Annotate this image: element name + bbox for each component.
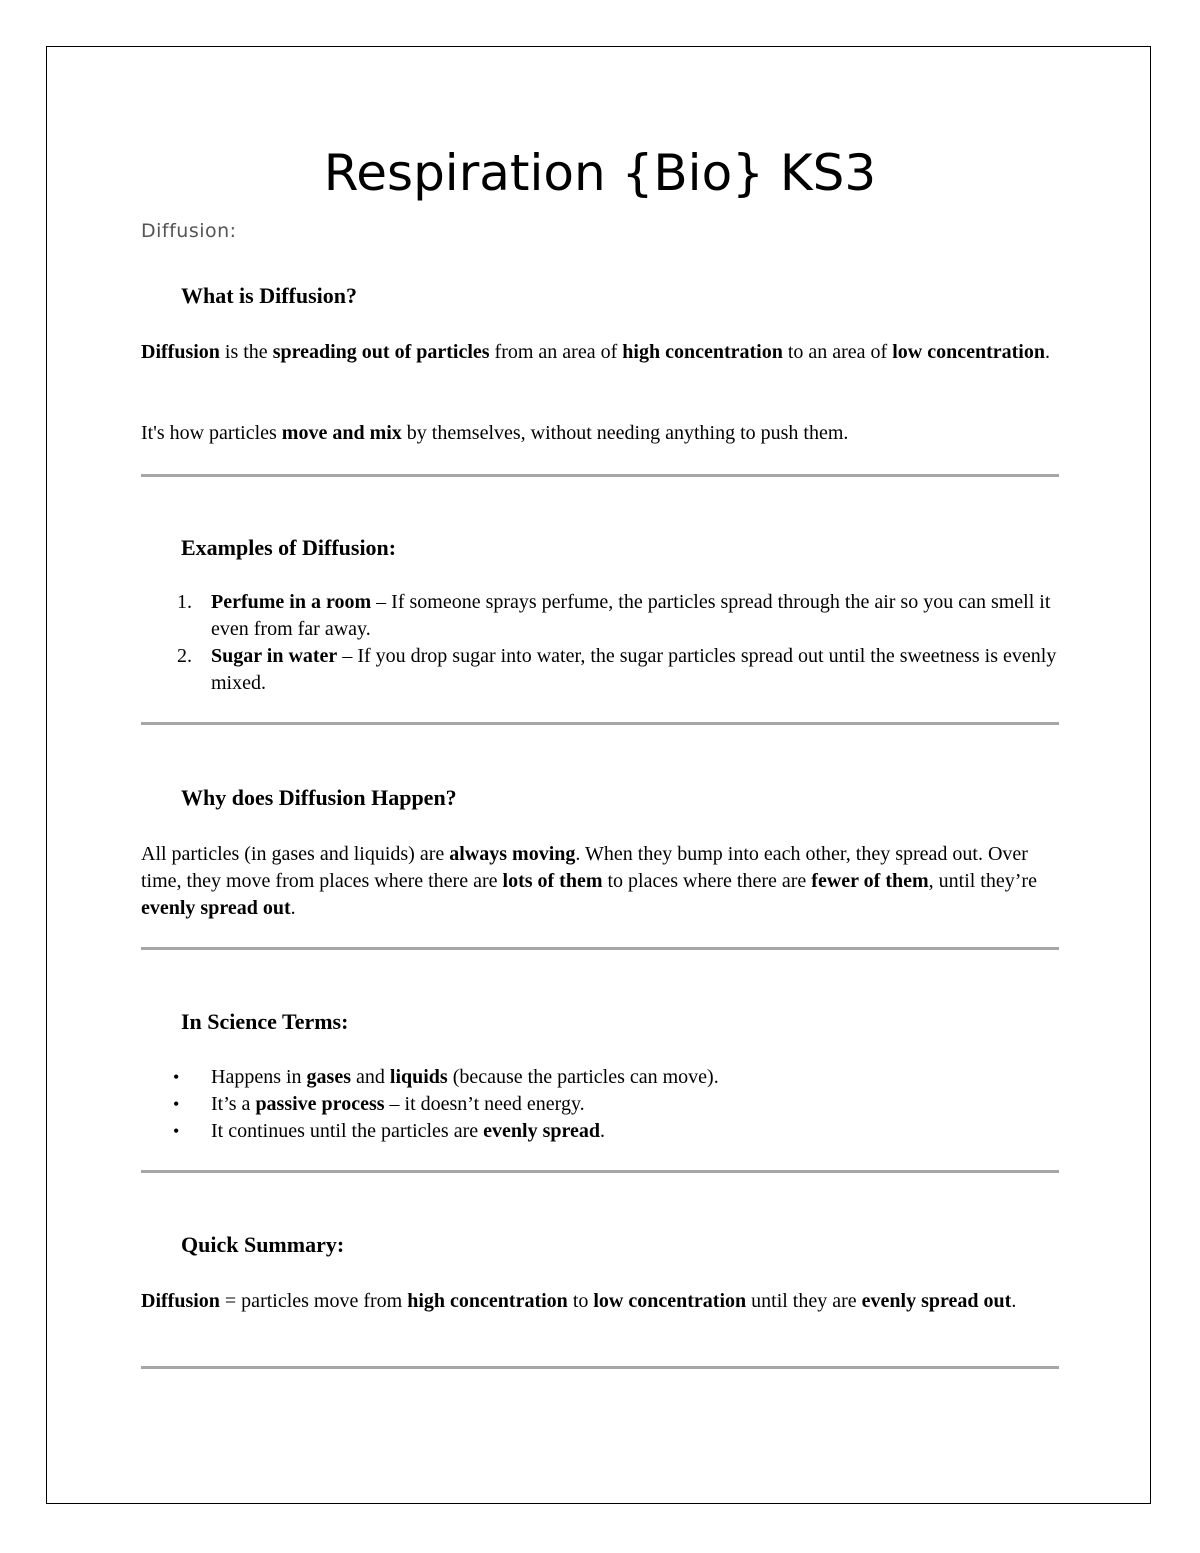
bullet-icon: • (173, 1121, 180, 1141)
section-divider (141, 1170, 1059, 1173)
section-divider (141, 722, 1059, 725)
list-item: • It’s a passive process – it doesn’t need energy. (141, 1091, 1059, 1118)
list-item: 2. Sugar in water – If you drop sugar into water, the sugar particles spread out until the sweetness is evenly mixed. (177, 645, 1057, 694)
section-heading-why: Why does Diffusion Happen? (181, 785, 457, 810)
section-heading-summary: Quick Summary: (181, 1232, 345, 1257)
list-item: • It continues until the particles are evenly spread. (141, 1118, 1059, 1145)
bullet-icon: • (173, 1094, 180, 1114)
bullet-icon: • (173, 1067, 180, 1087)
section-heading-what-is-diffusion: What is Diffusion? (181, 283, 358, 308)
examples-list (141, 589, 1059, 697)
explanation-paragraph: It's how particles move and mix by themselves, without needing anything to push them. (141, 422, 849, 444)
science-terms-list (141, 1064, 1059, 1145)
section-heading-science-terms: In Science Terms: (181, 1009, 349, 1034)
document-body (141, 0, 1061, 1553)
list-item: 1. Perfume in a room – If someone sprays perfume, the particles spread through the air so you can smell it even from far away. (177, 591, 1051, 640)
section-divider (141, 474, 1059, 477)
list-item: • Happens in gases and liquids (because the particles can move). (141, 1064, 1059, 1091)
section-divider (141, 1366, 1059, 1369)
summary-paragraph: Diffusion = particles move from high concentration to low concentration until they are evenly spread out. (141, 1290, 1017, 1312)
section-divider (141, 947, 1059, 950)
section-heading-examples: Examples of Diffusion: (181, 535, 397, 560)
definition-paragraph: Diffusion is the spreading out of particles from an area of high concentration to an area of low concentration. (141, 341, 1050, 363)
page-title: Respiration {Bio} KS3 (323, 144, 877, 202)
page-subtitle: Diffusion: (141, 220, 237, 242)
why-paragraph: All particles (in gases and liquids) are always moving. When they bump into each other, they spread out. Over time, they move from places where there are lots of them to places where there are fewer of them, until they’re evenly spread out. (141, 843, 1037, 919)
